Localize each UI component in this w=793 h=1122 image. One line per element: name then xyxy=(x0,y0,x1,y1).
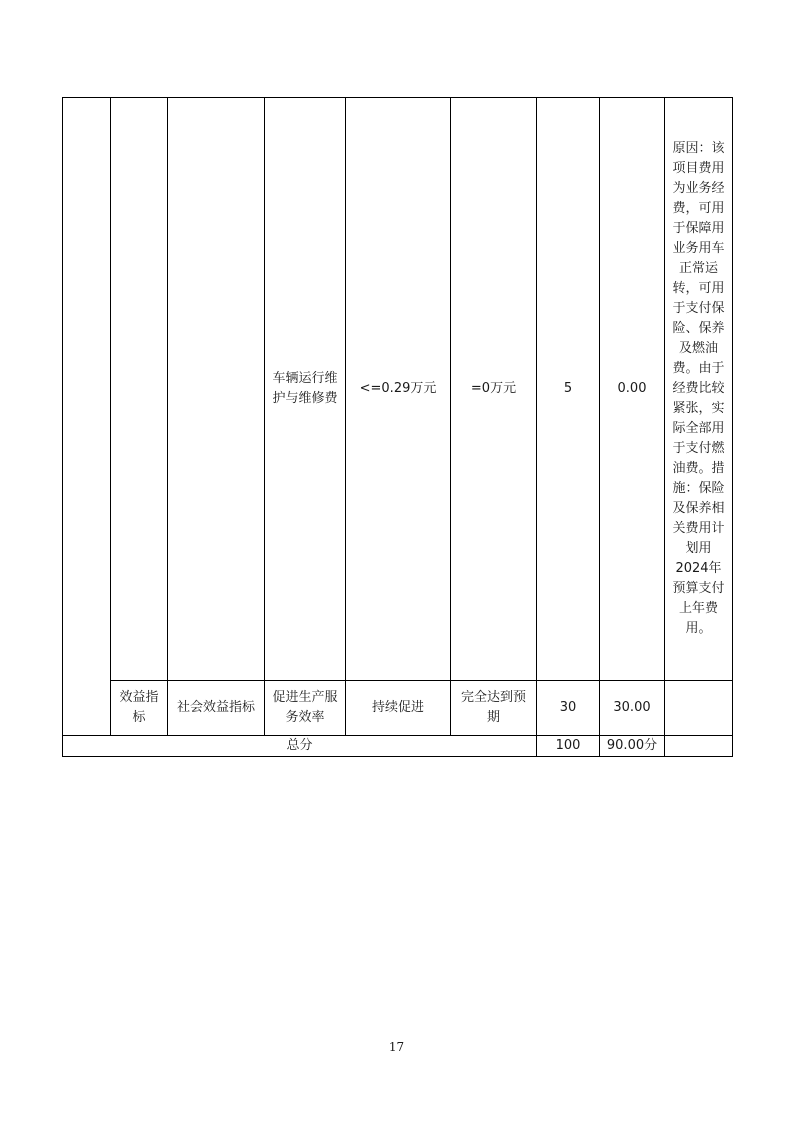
total-note-cell xyxy=(665,736,733,757)
metric-name-text: 车辆运行维护与维修费 xyxy=(272,371,338,406)
total-label-cell xyxy=(63,736,537,757)
target-value-cell xyxy=(346,681,451,736)
table-row xyxy=(63,681,733,736)
deviation-note-cell xyxy=(665,98,733,681)
weight-text: 30 xyxy=(559,700,577,715)
total-score-cell xyxy=(600,736,665,757)
level1-cell-empty xyxy=(111,98,168,681)
actual-value-cell xyxy=(451,98,537,681)
actual-value-text: =0万元 xyxy=(470,381,517,396)
score-text: 30.00 xyxy=(613,700,651,715)
level2-text: 社会效益指标 xyxy=(176,700,255,715)
score-text: 0.00 xyxy=(617,381,647,396)
total-weight-cell xyxy=(537,736,600,757)
metric-name-cell xyxy=(265,681,346,736)
score-cell xyxy=(600,98,665,681)
level2-cell-empty xyxy=(168,98,265,681)
total-label-text: 总分 xyxy=(286,738,313,753)
total-score-text: 90.00分 xyxy=(606,738,658,753)
target-value-text: 持续促进 xyxy=(371,700,424,715)
weight-text: 5 xyxy=(563,381,573,396)
table-row xyxy=(63,98,733,681)
deviation-note-cell xyxy=(665,681,733,736)
weight-cell xyxy=(537,98,600,681)
page-number: 17 xyxy=(388,1040,405,1054)
performance-evaluation-table xyxy=(62,97,733,757)
total-weight-text: 100 xyxy=(555,738,581,753)
target-value-text: <=0.29万元 xyxy=(359,381,437,396)
level1-text: 效益指标 xyxy=(119,690,159,725)
metric-name-cell xyxy=(265,98,346,681)
deviation-note-text: 原因：该项目费用为业务经费，可用于保障用业务用车正常运转，可用于支付保险、保养及燃油费。由于经费比较紧张，实际全部用于支付燃油费。措施：保险及保养相关费用计划用2024年预算支付上年费用。 xyxy=(672,141,725,636)
weight-cell xyxy=(537,681,600,736)
score-cell xyxy=(600,681,665,736)
level1-cell xyxy=(111,681,168,736)
category-cell-empty xyxy=(63,98,111,736)
target-value-cell xyxy=(346,98,451,681)
actual-value-text: 完全达到预期 xyxy=(460,690,526,725)
actual-value-cell xyxy=(451,681,537,736)
level2-cell xyxy=(168,681,265,736)
table-row-total xyxy=(63,736,733,757)
metric-name-text: 促进生产服务效率 xyxy=(272,690,338,725)
